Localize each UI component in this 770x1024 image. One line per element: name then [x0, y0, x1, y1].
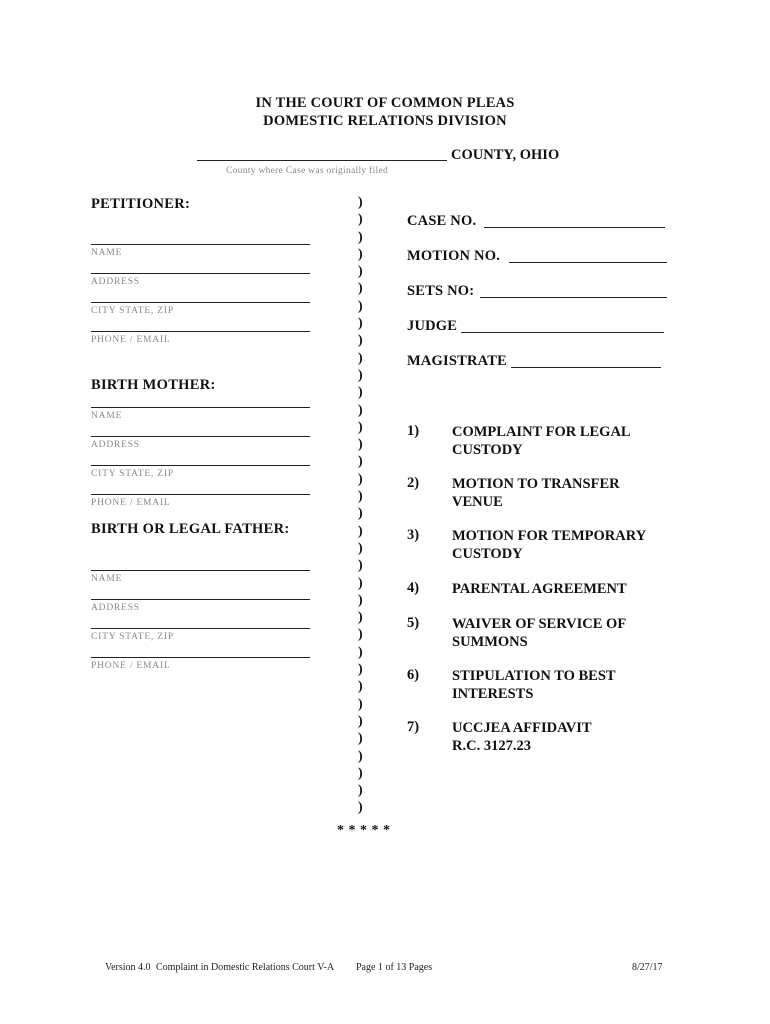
divider-paren: )	[358, 662, 363, 678]
doc-3-number: 3)	[407, 527, 420, 543]
footer-doc-title: Complaint in Domestic Relations Court V-A	[156, 962, 335, 973]
mother-city-line[interactable]	[91, 465, 310, 466]
father-city-line[interactable]	[91, 628, 310, 629]
motion-no-label: MOTION NO.	[407, 248, 501, 264]
doc-6-title: STIPULATION TO BEST INTERESTS	[452, 668, 616, 702]
sets-no-label: SETS NO:	[407, 283, 475, 299]
divider-paren: )	[358, 558, 363, 574]
doc-6-number: 6)	[407, 667, 420, 683]
division-name: DOMESTIC RELATIONS DIVISION	[263, 113, 507, 129]
court-name: IN THE COURT OF COMMON PLEAS	[255, 95, 515, 111]
mother-name-label: NAME	[91, 411, 123, 421]
divider-paren: )	[358, 489, 363, 505]
petitioner-city-label: CITY STATE, ZIP	[91, 306, 174, 316]
divider-paren: )	[358, 195, 363, 210]
petitioner-phone-line[interactable]	[91, 331, 310, 332]
doc-5-title: WAIVER OF SERVICE OF SUMMONS	[452, 616, 627, 650]
petitioner-name-line[interactable]	[91, 244, 310, 245]
mother-name-line[interactable]	[91, 407, 310, 408]
doc-7-title: UCCJEA AFFIDAVIT R.C. 3127.23	[452, 720, 592, 754]
divider-paren: )	[358, 246, 363, 262]
divider-paren: )	[358, 731, 363, 747]
judge-label: JUDGE	[407, 318, 458, 334]
petitioner-title: PETITIONER:	[91, 196, 191, 212]
divider-paren: )	[358, 800, 363, 816]
divider-paren: )	[358, 419, 363, 435]
divider-paren: )	[358, 575, 363, 591]
doc-7-number: 7)	[407, 719, 420, 735]
divider-paren: )	[358, 765, 363, 781]
divider-paren: )	[358, 592, 363, 608]
caption-divider	[358, 194, 363, 817]
birth-mother-title: BIRTH MOTHER:	[91, 377, 216, 393]
divider-paren: )	[358, 644, 363, 660]
divider-paren: )	[358, 540, 363, 556]
mother-phone-line[interactable]	[91, 494, 310, 495]
divider-paren: )	[358, 298, 363, 314]
father-address-label: ADDRESS	[91, 603, 140, 613]
father-phone-label: PHONE / EMAIL	[91, 661, 171, 671]
mother-address-line[interactable]	[91, 436, 310, 437]
mother-phone-label: PHONE / EMAIL	[91, 498, 171, 508]
county-suffix: COUNTY, OHIO	[451, 147, 560, 163]
doc-2-title: MOTION TO TRANSFER VENUE	[452, 476, 620, 510]
divider-paren: )	[358, 471, 363, 487]
father-address-line[interactable]	[91, 599, 310, 600]
father-city-label: CITY STATE, ZIP	[91, 632, 174, 642]
petitioner-phone-label: PHONE / EMAIL	[91, 335, 171, 345]
father-name-line[interactable]	[91, 570, 310, 571]
divider-paren: )	[358, 281, 363, 297]
mother-address-label: ADDRESS	[91, 440, 140, 450]
footer-date: 8/27/17	[632, 962, 663, 973]
petitioner-address-label: ADDRESS	[91, 277, 140, 287]
doc-1-title: COMPLAINT FOR LEGAL CUSTODY	[452, 424, 631, 458]
motion-no-field[interactable]	[509, 262, 667, 263]
divider-paren: )	[358, 679, 363, 695]
footer-page: Page 1 of 13 Pages	[356, 962, 433, 973]
doc-2-number: 2)	[407, 475, 420, 491]
father-phone-line[interactable]	[91, 657, 310, 658]
case-no-label: CASE NO.	[407, 213, 477, 229]
divider-paren: )	[358, 454, 363, 470]
divider-paren: )	[358, 264, 363, 280]
divider-paren: )	[358, 713, 363, 729]
divider-paren: )	[358, 350, 363, 366]
county-field-line[interactable]	[197, 160, 447, 161]
divider-paren: )	[358, 402, 363, 418]
divider-paren: )	[358, 316, 363, 332]
divider-paren: )	[358, 610, 363, 626]
divider-paren: )	[358, 385, 363, 401]
divider-paren: )	[358, 212, 363, 228]
divider-paren: )	[358, 523, 363, 539]
divider-paren: )	[358, 748, 363, 764]
judge-field[interactable]	[461, 332, 664, 333]
divider-paren: )	[358, 333, 363, 349]
divider-paren: )	[358, 367, 363, 383]
divider-paren: )	[358, 696, 363, 712]
divider-paren: )	[358, 506, 363, 522]
sets-no-field[interactable]	[480, 297, 667, 298]
case-no-field[interactable]	[484, 227, 665, 228]
doc-3-title: MOTION FOR TEMPORARY CUSTODY	[452, 528, 647, 562]
stars-divider: * * * * *	[337, 823, 391, 838]
doc-1-number: 1)	[407, 423, 420, 439]
father-name-label: NAME	[91, 574, 123, 584]
divider-paren: )	[358, 783, 363, 799]
doc-4-title: PARENTAL AGREEMENT	[452, 581, 627, 597]
doc-5-number: 5)	[407, 615, 420, 631]
county-caption: County where Case was originally filed	[226, 166, 389, 176]
magistrate-label: MAGISTRATE	[407, 353, 508, 369]
divider-paren: )	[358, 437, 363, 453]
petitioner-city-line[interactable]	[91, 302, 310, 303]
doc-4-number: 4)	[407, 580, 420, 596]
petitioner-name-label: NAME	[91, 248, 123, 258]
father-title: BIRTH OR LEGAL FATHER:	[91, 521, 290, 537]
divider-paren: )	[358, 229, 363, 245]
petitioner-address-line[interactable]	[91, 273, 310, 274]
mother-city-label: CITY STATE, ZIP	[91, 469, 174, 479]
magistrate-field[interactable]	[511, 367, 661, 368]
footer-version: Version 4.0	[105, 962, 151, 973]
divider-paren: )	[358, 627, 363, 643]
